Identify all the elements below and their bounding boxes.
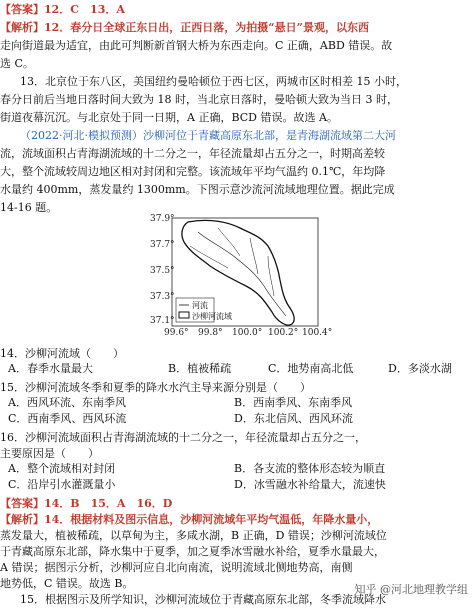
lon-label-5: 100.4° xyxy=(302,328,333,338)
analysis-tag-2: 【解析】14．根据材料及图示信息，沙柳河流域年平均气温低，年降水量小， xyxy=(0,513,379,526)
q16-option-a[interactable]: A．整个流域相对封闭 xyxy=(8,462,115,475)
analysis-12-line2: 走向街道最为适宜，由此可判断新首钢大桥为东西走向。C 正确，ABD 错误。故 xyxy=(0,39,393,52)
answer-line-12-13 xyxy=(0,0,474,20)
passage-line4: 水量约 400mm，蒸发量约 1300mm。下图示意沙流河流域地理位置。据此完成 xyxy=(0,183,395,196)
tributary-4 xyxy=(268,256,274,296)
analysis-12-line1 xyxy=(0,18,474,38)
question-16-line1: 16．沙柳河流域面积占青海湖流域的十二分之一，年径流量却占五分之一， xyxy=(0,431,366,444)
tributary-1 xyxy=(218,228,240,256)
lon-label-2: 99.8° xyxy=(198,328,223,338)
lon-label-4: 100.2° xyxy=(268,328,299,338)
q14-option-c[interactable]: C．地势南高北低 xyxy=(268,362,354,375)
answer-tag: 【答案】12．C 13．A xyxy=(0,3,125,16)
passage-line5: 14-16 题。 xyxy=(0,201,58,214)
lat-label-4: 37.3° xyxy=(150,292,175,302)
q15-option-d[interactable]: D．东北信风、西风环流 xyxy=(234,412,353,425)
analysis-14-line2: 蒸发量大，植被稀疏，以草甸为主，多咸水湖，B 正确，D 错误；沙柳河流域位 xyxy=(0,529,387,542)
q14-option-a[interactable]: A．春季水量最大 xyxy=(8,362,93,375)
q16-option-d[interactable]: D．冰雪融水补给量大，流速快 xyxy=(234,478,386,491)
question-15: 15．沙柳河流域冬季和夏季的降水水汽主导来源分别是（ ） xyxy=(0,381,311,394)
lat-label-1: 37.9° xyxy=(150,214,175,224)
question-16-line2: 主要原因是（ ） xyxy=(0,447,99,460)
legend-river-label: 河流 xyxy=(192,301,208,310)
q15-option-c[interactable]: C．西南季风、西风环流 xyxy=(8,412,127,425)
passage-source: （2022·河北·模拟预测）沙柳河位于青藏高原东北部，是青海湖流域第二大河 xyxy=(20,129,396,142)
q16-option-b[interactable]: B．各支流的整体形态较为顺直 xyxy=(234,462,386,475)
analysis-14-line5: 地势低，C 错误。故选 B。 xyxy=(0,577,134,590)
q14-option-d[interactable]: D．多淡水湖 xyxy=(388,362,452,375)
map-figure xyxy=(140,216,340,342)
passage-line2: 流，流域面积占青海湖流域的十二分之一，年径流量却占五分之一，时期高差较 xyxy=(0,147,385,160)
analysis-12-line3: 选 C。 xyxy=(0,57,34,70)
lat-label-2: 37.7° xyxy=(150,240,175,250)
question-14: 14．沙柳河流域（ ） xyxy=(0,347,124,360)
q16-option-c[interactable]: C．沿岸引水灌溉量小 xyxy=(8,478,116,491)
passage-line1 xyxy=(0,126,474,146)
answer-tag-2: 【答案】14．B 15．A 16．D xyxy=(0,497,173,510)
passage-line3: 大，整个流域较周边地区相对封闭和完整。该流域年平均气温约 0.1℃，年均降 xyxy=(0,165,386,178)
lat-label-3: 37.5° xyxy=(150,266,175,276)
lat-label-5: 37.1° xyxy=(150,316,175,326)
analysis-13-line3: 街道夜幕沉沉。与北京处于同一日期，A 正确，BCD 错误。故选 A。 xyxy=(0,111,338,124)
analysis-tag: 【解析】12．春分日全球正东日出，正西日落，为拍摄“悬日”景观，以东西 xyxy=(0,21,369,34)
lon-label-3: 100.0° xyxy=(232,328,263,338)
analysis-14-line3: 于青藏高原东北部，降水集中于夏季，加之夏季冰雪融水补给，夏季水量最大， xyxy=(0,545,385,558)
tributary-2 xyxy=(250,238,258,274)
q15-option-b[interactable]: B．西南季风、东南季风 xyxy=(234,396,353,409)
lon-label-1: 99.6° xyxy=(164,328,189,338)
q14-option-b[interactable]: B．植被稀疏 xyxy=(168,362,232,375)
analysis-14-line4: A 错误；据图示分析，沙柳河应自北向南流，说明流域北侧地势高，南侧 xyxy=(0,561,353,574)
analysis-13-line1: 13．北京位于东八区，美国纽约曼哈顿位于西七区，两城市区时相差 15 小时， xyxy=(20,75,407,88)
analysis-13-line2: 春分日前后当地日落时间大致为 18 时，当北京日落时，曼哈顿大致为当日 3 时， xyxy=(0,93,398,106)
watermark: 知乎 @河北地理教学组 xyxy=(354,583,468,596)
q15-option-a[interactable]: A．西风环流、东南季风 xyxy=(8,396,126,409)
legend-basin-label: 沙柳河流域 xyxy=(192,312,232,321)
analysis-15-line1: 15．根据图示及所学知识，沙柳河流域位于青藏高原东北部，冬季流域降水 xyxy=(20,593,386,606)
